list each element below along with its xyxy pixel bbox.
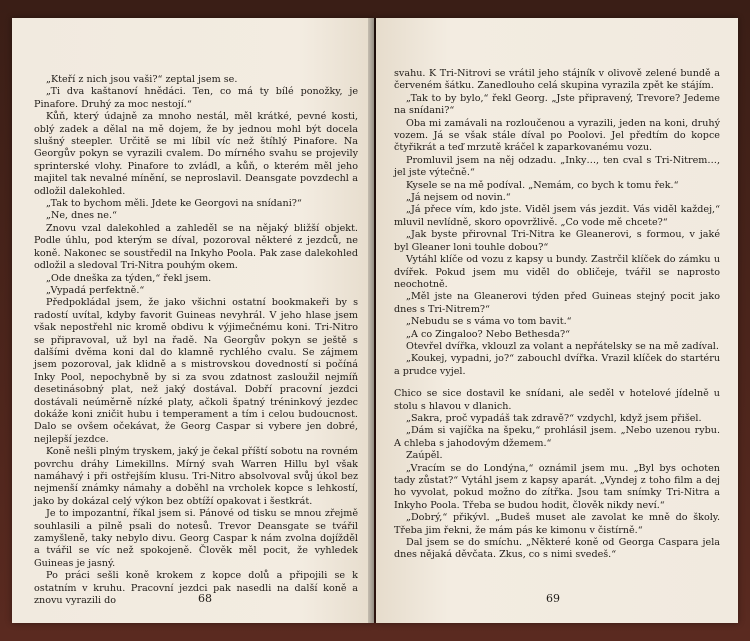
right-page [376,18,738,623]
paragraph: „Měl jste na Gleanerovi týden před Guineas stejný pocit jako dnes s Tri-Nitrem?“ [394,291,720,315]
paragraph: „Jak byste přirovnal Tri-Nitra ke Gleanerovi, s formou, v jaké byl Gleaner loni touhle dobou?“ [394,229,720,253]
paragraph: „A co Zingaloo? Nebo Bethesda?“ [406,328,571,340]
paragraph: „Ti dva kaštanoví hnědáci. Ten, co má ty bílé ponožky, je Pinafore. Druhý za moc nestojí.“ [34,86,358,110]
paragraph: Po práci sešli koně krokem z kopce dolů a připojili se k ostatním v kruhu. Pracovní jezdci pak nasedli na další koně a znovu vyrazili do [34,570,358,607]
paragraph: „Kteří z nich jsou vaši?“ zeptal jsem se. [46,74,238,85]
paragraph: Dal jsem se do smíchu. „Některé koně od Georga Caspara jela dnes nějaká děvčata. Zkus, co s nimi svedeš.“ [394,537,720,561]
paragraph: Promluvil jsem na něj odzadu. „Inky…, ten cval s Tri-Nitrem…, jel jste výtečně.“ [394,154,720,179]
paragraph: „Já nejsem od novin.“ [406,192,511,204]
paragraph: „Nebudu se s váma vo tom bavit.“ [406,316,572,328]
left-page-text [34,74,358,607]
page-number: 68 [198,592,212,605]
paragraph: Otevřel dvířka, vklouzl za volant a nepřátelsky se na mě zadíval. [406,340,719,352]
paragraph: „Sakra, proč vypadáš tak zdravě?“ vzdychl, když jsem přišel. [406,412,702,424]
paragraph: „Ne, dnes ne.“ [46,210,117,222]
paragraph: Chico se sice dostavil ke snídani, ale seděl v hotelové jídelně u stolu s hlavou v dlanich. [394,388,720,412]
paragraph: „Vypadá perfektně.“ [46,284,145,296]
paragraph: Je to impozantní, říkal jsem si. Pánové od tisku se mnou zřejmě souhlasili a pilně psali do notesů. Trevor Deansgate se tvářil zamyšleně, taky nebylo divu. Georg Caspar k nám zvolna dojížděl a tvářil se víc než spokojeně. Člověk měl pocit, že vyhledek Guineas je jasný. [34,508,358,569]
section-break [394,378,720,388]
paragraph: Zaúpěl. [406,450,443,462]
paragraph: Vytáhl klíče od vozu z kapsy u bundy. Zastrčil klíček do zámku u dvířek. Pokud jsem mu viděl do obličeje, tvářil se naprosto neochotně. [394,254,720,290]
paragraph: „Dobrý,“ přikývl. „Budeš muset ale zavolat ke mně do školy. Třeba jim řekni, že mám pás ke kimonu v čistírně.“ [394,512,720,536]
paragraph: „Vracím se do Londýna,“ oznámil jsem mu. „Byl bys ochoten tady zůstat?“ Vytáhl jsem z kapsy aparát. „Vyndej z toho film a dej ho vyvolat, pokud možno do zítřka. Jsou tam snímky Tri-Nitra a Inkyho Poola. Třeba se budou hodit, člověk nikdy neví.“ [394,462,720,511]
paragraph: Znovu vzal dalekohled a zahleděl se na nějaký bližší objekt. Podle úhlu, pod kterým se díval, pozoroval některé z jezdců, ne koně. Nakonec se soustředil na Inkyho Poola. Pak zase dalekohled odložil a sledoval Tri-Nitra pouhým okem. [34,222,358,272]
left-page [12,18,374,623]
paragraph: Kůň, který údajně za mnoho nestál, měl krátké, pevné kosti, oblý zadek a dělal na mě dojem, že by jednou mohl být docela slušný steepler. Určitě se mi líbil víc než štíhlý Pinafore. Na Georgův pokyn se vyrazili cvalem. Do mírného svahu se projevily sprinterské vlohy. Pinafore to zvládl, a kůň, o kterém měl jeho majitel tak nevalné mínění, se neproslavil. Deansgate povzdechl a odložil dalekohled. [34,111,358,197]
paragraph: „Koukej, vypadni, jo?“ zabouchl dvířka. Vrazil klíček do startéru a prudce vyjel. [394,353,720,377]
page-number: 69 [546,592,560,605]
paragraph: „Dám si vajíčka na špeku,“ prohlásil jsem. „Nebo uzenou rybu. A chleba s jahodovým džemem.“ [394,425,720,449]
paragraph: „Já přece vím, kdo jste. Viděl jsem vás jezdit. Vás viděl každej,“ mluvil nevlídně, skoro opovržlivě. „Co vode mě chcete?“ [394,204,720,228]
paragraph: „Ode dneška za týden,“ řekl jsem. [46,272,212,284]
paragraph: Předpokládal jsem, že jako všichni ostatní bookmakeři by s radostí uvítal, kdyby favorit Guineas nevyhrál. V jeho hlase jsem však nepostřehl nic kromě obdivu k výjimečnému koni. Tri-Nitro se připravoval, už byl na řadě. Na Georgův pokyn se ještě s dalšími dvěma koni dal do klamně rychlého cvalu. Se zájmem jsem pozoroval, jak klidně a s mistrovskou dovedností si počíná Inky Pool, nepochybně by si za svou zdatnost zasloužil nejmíň desetinásobný plat, než jaký dostával. Dobří pracovní jezdci dostávali neúměrně nízké platy, ačkoli špatný tréninkový jezdec dokáže koni zničit hubu i temperament a tím i celou budoucnost. Dalo se ovšem očekávat, že Georg Caspar si vybere jen dobré, nejlepší jezdce. [34,297,358,445]
paragraph: „Tak to by bylo,“ řekl Georg. „Jste připravený, Trevore? Jedeme na snídani?“ [394,92,720,117]
paragraph: Kysele se na mě podíval. „Nemám, co bych k tomu řek.“ [406,179,679,191]
paragraph: Koně nešli plným tryskem, jaký je čekal příští sobotu na rovném povrchu dráhy Limekillns. Mírný svah Warren Hillu byl však namáhavý i při ostřejším klusu. Tri-Nitro absolvoval svůj úkol bez nejmenší známky námahy a doběhl na vrcholek kopce s lehkostí, jako by dokázal celý výkon bez obtíží opakovat i šestkrát. [34,446,358,507]
paragraph: „Tak to bychom měli. Jdete ke Georgovi na snídani?“ [46,198,302,210]
paragraph: Oba mi zamávali na rozloučenou a vyrazili, jeden na koni, druhý vozem. Já se však stále díval po Poolovi. Jel předtím do kopce čtyřikrát a teď mrzutě kráčel k zaparkovanému vozu. [394,117,720,154]
right-page-text [394,68,720,562]
paragraph: svahu. K Tri-Nitrovi se vrátil jeho stájník v olivově zelené bundě a červeném šátku. Zanedlouho celá skupina vyrazila zpět ke stájím. [394,68,720,92]
